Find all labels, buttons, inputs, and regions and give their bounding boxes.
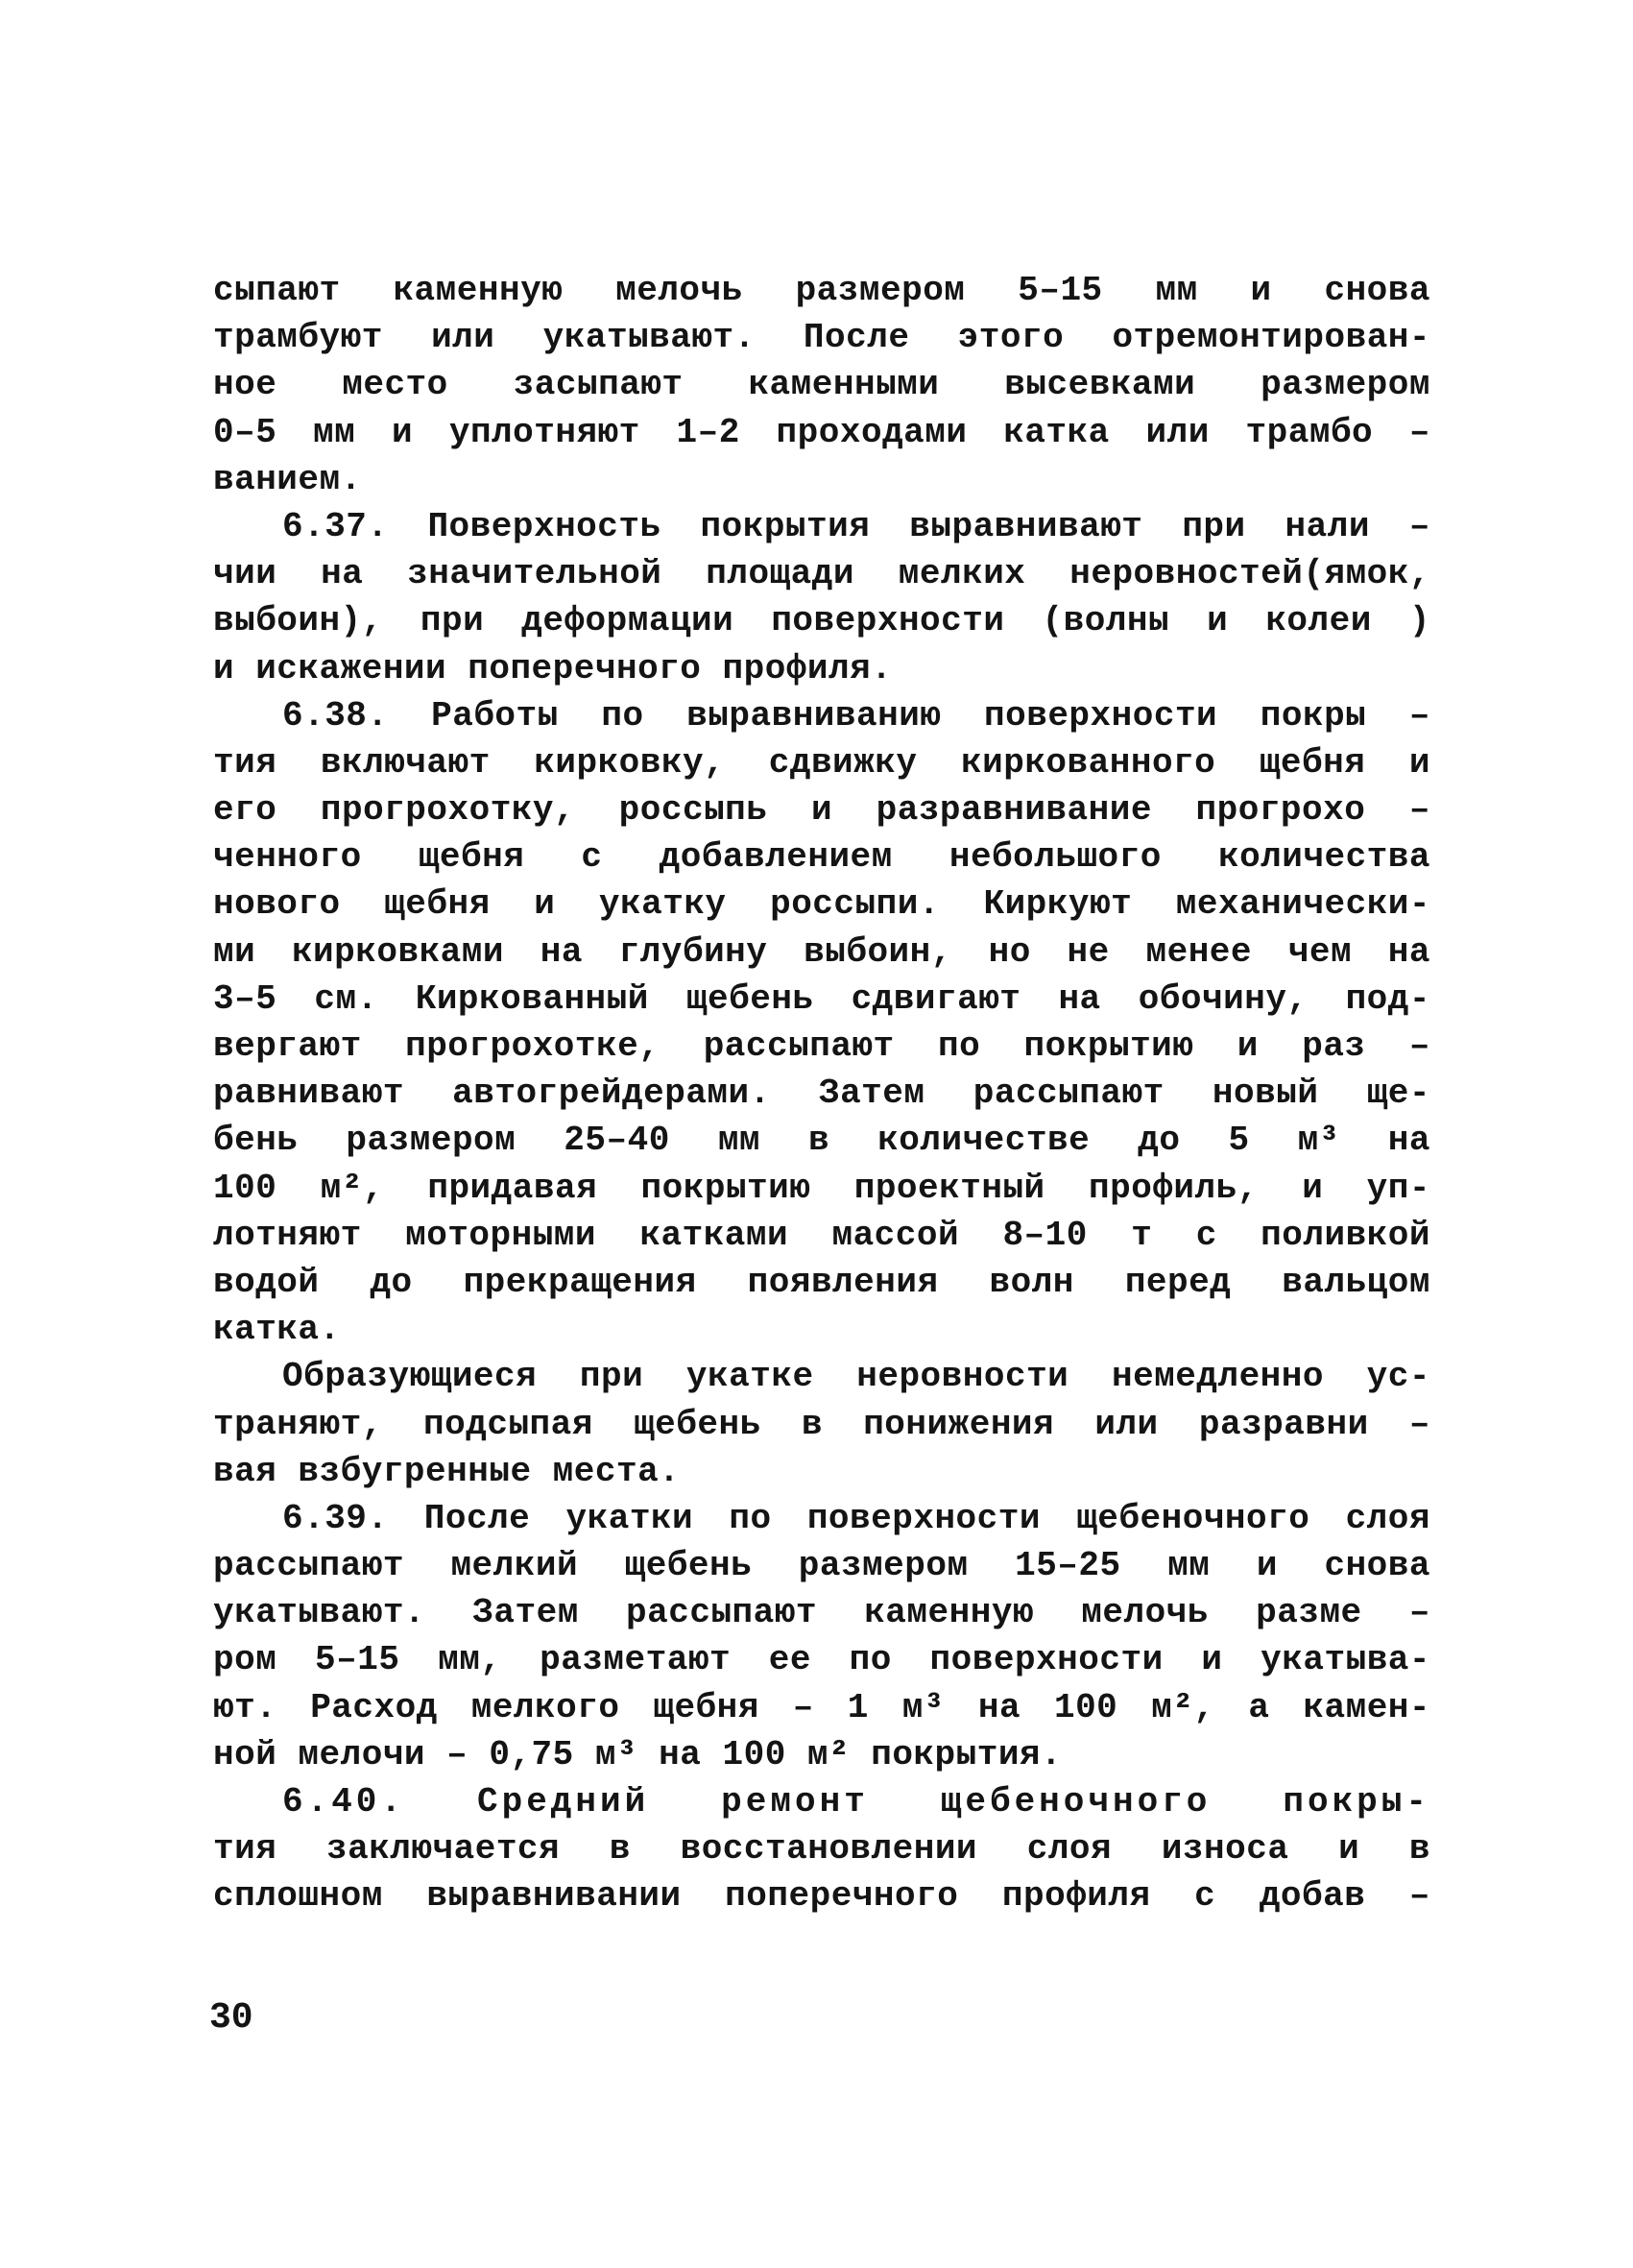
text-line: рассыпают мелкий щебень размером 15–25 мм и снова [213,1546,1430,1586]
text-line: вая взбугренные места. [213,1451,681,1491]
text-line: и искажении поперечного профиля. [213,648,893,688]
text-line: водой до прекращения появления волн перед вальцом [213,1262,1430,1302]
text-line: тия включают кирковку, сдвижку киркованного щебня и [213,742,1430,783]
text-line: укатывают. Затем рассыпают каменную мелочь разме – [213,1593,1430,1633]
text-line: ванием. [213,459,362,499]
text-line: сыпают каменную мелочь размером 5–15 мм и снова [213,271,1430,310]
text-line: катка. [213,1310,341,1350]
text-line: ное место засыпают каменными высевками размером [213,365,1430,405]
paragraph-6-40-first-line: 6.40. Средний ремонт щебеночного покры- [282,1782,1430,1822]
text-line: ной мелочи – 0,75 м³ на 100 м² покрытия. [213,1734,1063,1774]
text-line: нового щебня и укатку россыпи. Киркуют механически- [213,884,1430,925]
text-line: его прогрохотку, россыпь и разравнивание прогрохо – [213,790,1430,831]
text-line: сплошном выравнивании поперечного профиля с добав – [213,1876,1430,1917]
body-text [213,267,1430,1920]
paragraph-6-38-first-line: 6.38. Работы по выравниванию поверхности покры – [282,695,1430,736]
page-number: 30 [209,1997,253,2039]
text-line: траняют, подсыпая щебень в понижения или разравни – [213,1404,1430,1444]
text-line: трамбуют или укатывают. После этого отремонтирован- [213,318,1430,358]
text-line: равнивают автогрейдерами. Затем рассыпают новый ще- [213,1074,1430,1114]
text-line: ченного щебня с добавлением небольшого количества [213,837,1430,878]
paragraph-first-line: Образующиеся при укатке неровности немедленно ус- [282,1357,1430,1397]
text-line: чии на значительной площади мелких неровностей(ямок, [213,554,1430,594]
text-line: 0–5 мм и уплотняют 1–2 проходами катка или трамбо – [213,412,1430,452]
text-line: 3–5 см. Киркованный щебень сдвигают на обочину, под- [213,978,1430,1019]
text-line: выбоин), при деформации поверхности (волны и колеи ) [213,601,1430,641]
text-line: вергают прогрохотке, рассыпают по покрытию и раз – [213,1026,1430,1066]
text-line: ют. Расход мелкого щебня – 1 м³ на 100 м², а камен- [213,1687,1430,1727]
text-line: бень размером 25–40 мм в количестве до 5 м³ на [213,1121,1430,1161]
text-line: ром 5–15 мм, разметают ее по поверхности и укатыва- [213,1640,1430,1680]
text-line: ми кирковками на глубину выбоин, но не менее чем на [213,931,1430,972]
text-line: 100 м², придавая покрытию проектный профиль, и уп- [213,1168,1430,1208]
text-line: лотняют моторными катками массой 8–10 т с поливкой [213,1215,1430,1255]
paragraph-6-39-first-line: 6.39. После укатки по поверхности щебеночного слоя [282,1498,1430,1538]
text-line: тия заключается в восстановлении слоя износа и в [213,1829,1430,1870]
paragraph-6-37-first-line: 6.37. Поверхность покрытия выравнивают при нали – [282,506,1430,546]
